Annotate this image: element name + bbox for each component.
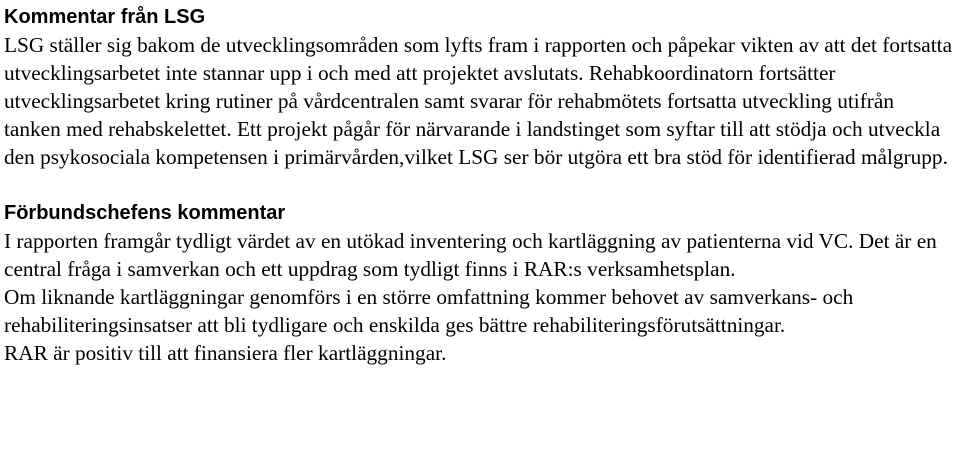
director-comment-paragraph-1: I rapporten framgår tydligt värdet av en utökad inventering och kartläggning av patienterna vid VC. Det är en central fråga i samverkan och ett uppdrag som tydligt finns i RAR:s verksamhetsplan.	[4, 229, 937, 281]
director-comment-heading: Förbundschefens kommentar	[4, 202, 286, 224]
section-spacer	[4, 171, 956, 199]
director-comment-paragraph-2: Om liknande kartläggningar genomförs i en större omfattning kommer behovet av samverkans- och rehabiliteringsinsatser att bli tydligare och enskilda ges bättre rehabiliteringsförutsättningar.	[4, 285, 854, 337]
lsg-comment-paragraph: LSG ställer sig bakom de utvecklingsområden som lyfts fram i rapporten och påpekar vikten av att det fortsatta utvecklingsarbetet inte stannar upp i och med att projektet avslutats. Rehabkoordinatorn fortsätter utvecklingsarbetet kring rutiner på vårdcentralen samt svarar för rehabmötets fortsatta utveckling utifrån tanken med rehabskelettet. Ett projekt pågår för närvarande i landstinget som syftar till att stödja och utveckla den psykosociala kompetensen i primärvården,vilket LSG ser bör utgöra ett bra stöd för identifierad målgrupp.	[4, 33, 953, 169]
director-comment-paragraph-3: RAR är positiv till att finansiera fler kartläggningar.	[4, 341, 447, 365]
lsg-comment-heading: Kommentar från LSG	[4, 6, 206, 28]
